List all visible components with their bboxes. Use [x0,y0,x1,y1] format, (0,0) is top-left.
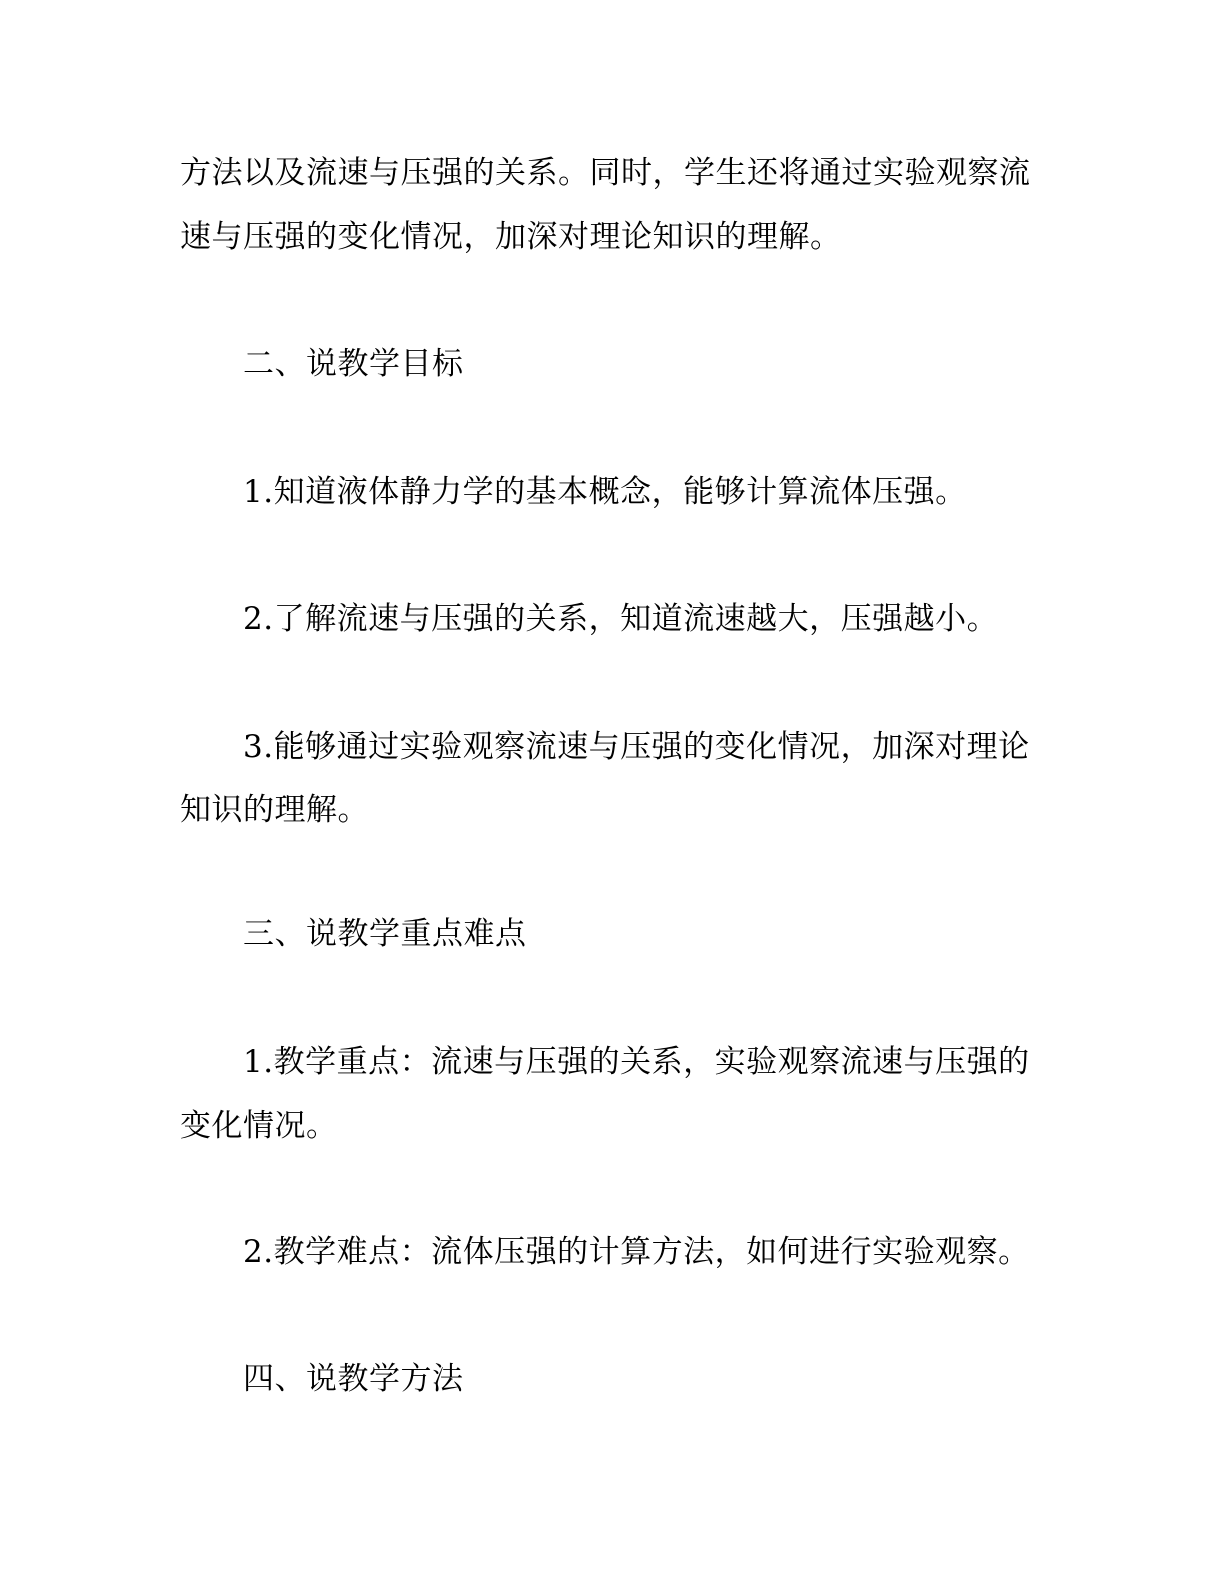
key-point-item-2: 2.教学难点：流体压强的计算方法，如何进行实验观察。 [243,1234,1030,1270]
goal-item-3-line-1: 3.能够通过实验观察流速与压强的变化情况，加深对理论 [243,729,1030,765]
paragraph-intro-line-1: 方法以及流速与压强的关系。同时，学生还将通过实验观察流 [180,155,1031,191]
paragraph-intro-line-2: 速与压强的变化情况，加深对理论知识的理解。 [180,219,842,255]
section-heading-teaching-methods: 四、说教学方法 [243,1361,464,1397]
key-point-item-1-line-1: 1.教学重点：流速与压强的关系，实验观察流速与压强的 [243,1044,1030,1080]
goal-item-1: 1.知道液体静力学的基本概念，能够计算流体压强。 [243,474,967,510]
goal-item-2: 2.了解流速与压强的关系，知道流速越大，压强越小。 [243,601,999,637]
goal-item-3-line-2: 知识的理解。 [180,792,369,828]
key-point-item-1-line-2: 变化情况。 [180,1108,338,1144]
section-heading-teaching-goals: 二、说教学目标 [243,346,464,382]
section-heading-key-points: 三、说教学重点难点 [243,916,527,952]
